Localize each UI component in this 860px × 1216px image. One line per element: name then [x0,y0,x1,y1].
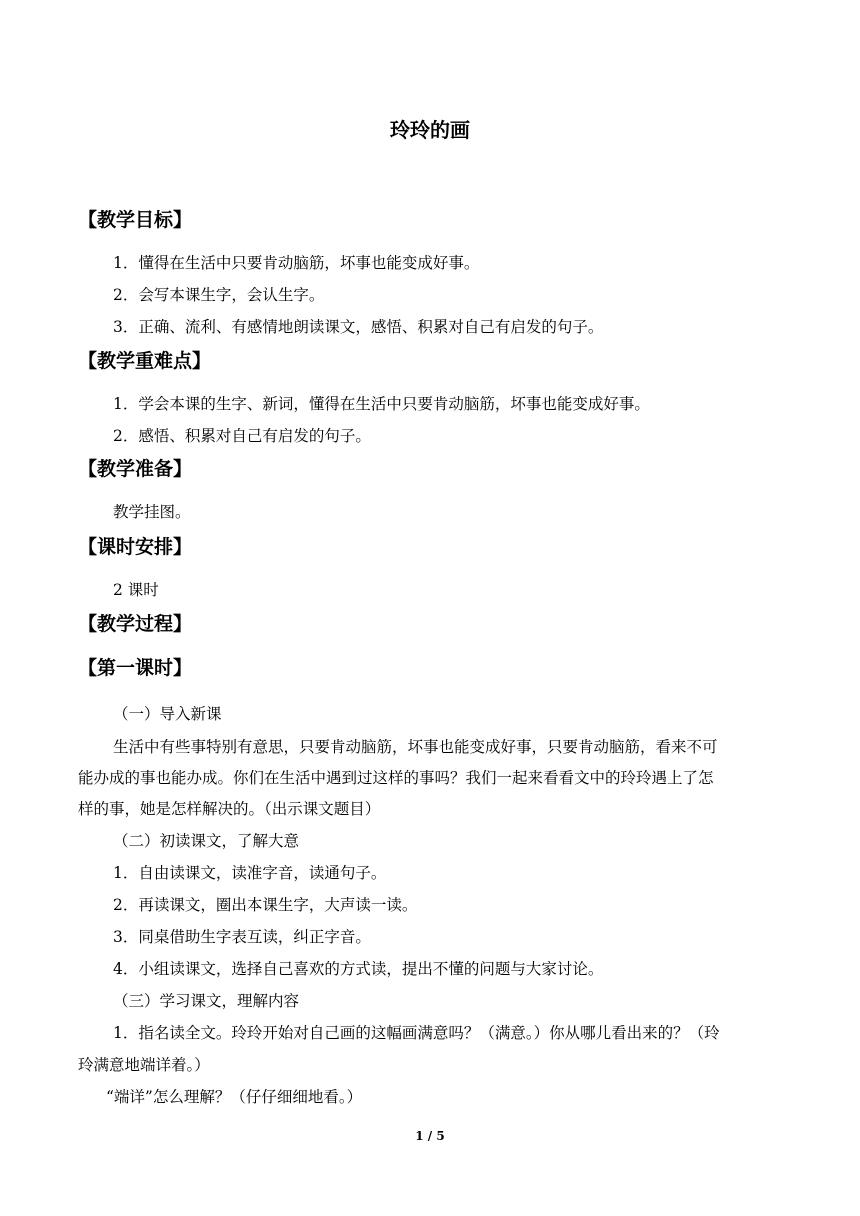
part3-line: 1．指名读全文。玲玲开始对自己画的这幅画满意吗？（满意。）你从哪儿看出来的？（玲 [113,1024,720,1042]
intro-line: 生活中有些事特别有意思，只要肯动脑筋，坏事也能变成好事，只要肯动脑筋，看来不可 [113,738,718,756]
part-title: （二）初读课文，了解大意 [113,832,300,850]
part2-item: 2．再读课文，圈出本课生字，大声读一读。 [113,896,418,914]
part2-item: 1．自由读课文，读准字音，读通句子。 [113,864,387,882]
key-point-item: 1．学会本课的生字、新词，懂得在生活中只要肯动脑筋，坏事也能变成好事。 [113,395,650,413]
section-heading-goals: 【教学目标】 [78,209,193,231]
part-title: （三）学习课文，理解内容 [113,992,300,1010]
section-heading-preparation: 【教学准备】 [78,458,193,480]
part3-line: 玲满意地端详着。） [78,1056,210,1074]
goal-item: 2．会写本课生字，会认生字。 [113,286,325,304]
part2-item: 3．同桌借助生字表互读，纠正字音。 [113,928,371,946]
goal-item: 3．正确、流利、有感情地朗读课文，感悟、积累对自己有启发的句子。 [113,318,604,336]
schedule-text: 2 课时 [113,581,159,599]
section-heading-key-points: 【教学重难点】 [78,350,212,372]
document-title: 玲玲的画 [390,118,470,142]
section-heading-process: 【教学过程】 [78,613,193,635]
part3-line: “端详”怎么理解？（仔仔细细地看。） [106,1088,363,1106]
section-heading-lesson1: 【第一课时】 [78,657,193,679]
goal-item: 1．懂得在生活中只要肯动脑筋，坏事也能变成好事。 [113,254,480,272]
intro-line: 样的事，她是怎样解决的。（出示课文题目） [78,800,381,818]
part2-item: 4．小组读课文，选择自己喜欢的方式读，提出不懂的问题与大家讨论。 [113,960,604,978]
section-heading-schedule: 【课时安排】 [78,536,193,558]
intro-line: 能办成的事也能办成。你们在生活中遇到过这样的事吗？我们一起来看看文中的玲玲遇上了怎 [78,769,714,787]
preparation-text: 教学挂图。 [113,503,191,521]
key-point-item: 2．感悟、积累对自己有启发的句子。 [113,427,371,445]
page-number: 1 / 5 [415,1129,445,1143]
part-title: （一）导入新课 [113,705,222,723]
